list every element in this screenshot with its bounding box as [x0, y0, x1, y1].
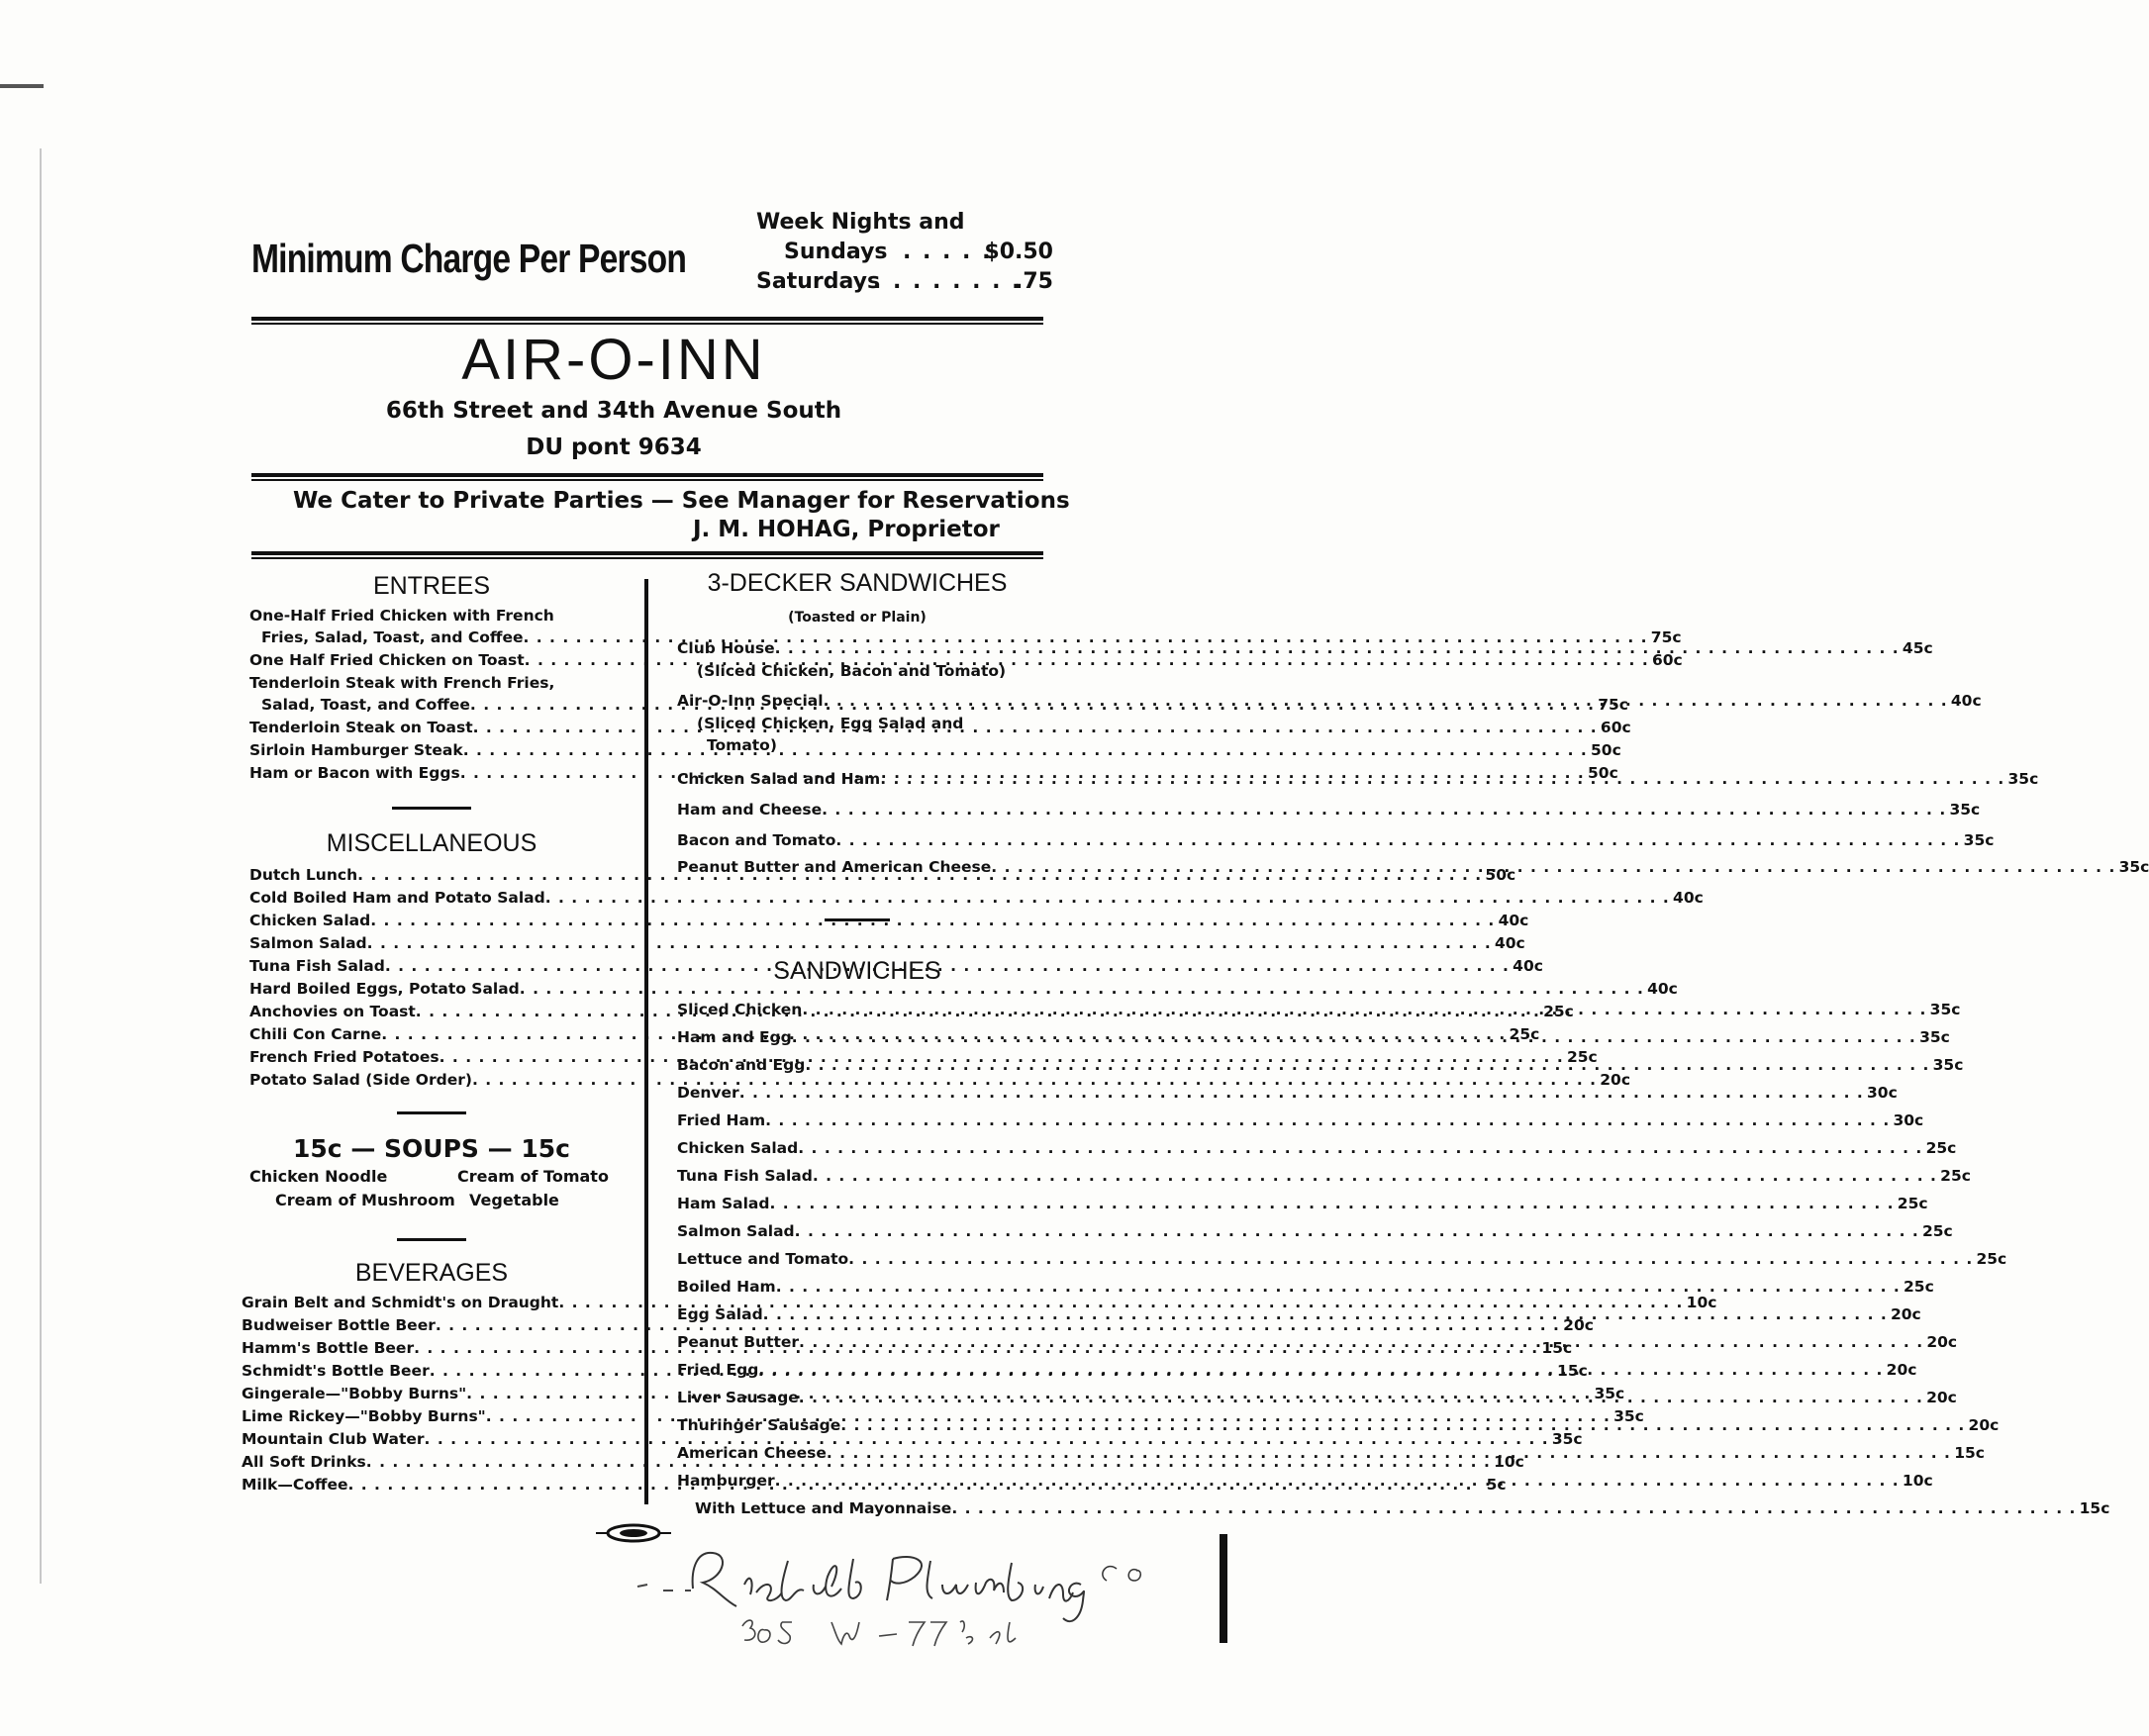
- item-price: 5c: [1486, 1476, 1507, 1494]
- minimum-charge-prices: [756, 208, 1053, 297]
- item-name: Hamburger: [677, 1472, 775, 1490]
- item-price: 25c: [1940, 1167, 1971, 1185]
- item-price: 10c: [1902, 1472, 1933, 1490]
- item-price: 50c: [1591, 741, 1621, 759]
- sandwiches-heading: SANDWICHES: [773, 957, 941, 985]
- leader-dots: [775, 1467, 1900, 1495]
- week-nights-label: Week Nights and: [756, 210, 965, 235]
- leader-dots: [805, 1051, 1929, 1079]
- item-name: French Fried Potatoes: [249, 1048, 440, 1066]
- menu-item: [249, 887, 1704, 910]
- item-price: 20c: [1890, 1305, 1921, 1323]
- menu-item: [249, 932, 1525, 955]
- menu-item: [677, 1190, 1928, 1217]
- item-name: Egg Salad: [677, 1305, 763, 1323]
- menu-item: [249, 978, 1678, 1001]
- item-price: 40c: [1647, 980, 1678, 998]
- leader-dots: [822, 795, 1946, 825]
- item-name: Tuna Fish Salad: [677, 1167, 813, 1185]
- leader-dots: [824, 690, 1948, 713]
- item-price: 35c: [1932, 1056, 1964, 1074]
- item-name: American Cheese: [677, 1444, 827, 1462]
- item-name: Schmidt's Bottle Beer: [242, 1362, 430, 1380]
- item-name: Hamm's Bottle Beer: [242, 1339, 415, 1357]
- leader-dots: [802, 996, 1926, 1023]
- item-price: 35c: [1919, 1028, 1950, 1046]
- item-name: Peanut Butter: [677, 1333, 800, 1351]
- item-name: Boiled Ham: [677, 1278, 776, 1296]
- leader-dots: . . . . .: [903, 240, 993, 264]
- leader-dots: . . . . . . . .: [873, 269, 1023, 294]
- divider-rule: [251, 479, 1043, 481]
- item-price: 25c: [1897, 1195, 1928, 1212]
- item-name: Ham and Cheese: [677, 801, 823, 819]
- leader-dots: [799, 1384, 1923, 1411]
- item-price: 35c: [1963, 831, 1995, 849]
- soup-price-left: 15c: [293, 1134, 342, 1163]
- soups-title: SOUPS: [384, 1134, 479, 1163]
- leader-dots: [798, 1134, 1922, 1162]
- item-name: Ham and Egg: [677, 1028, 792, 1046]
- item-name: Tenderloin Steak on Toast: [249, 719, 473, 736]
- item-name: Ham or Bacon with Eggs: [249, 764, 460, 782]
- item-name: Potato Salad (Side Order): [249, 1071, 472, 1089]
- item-price: 40c: [1513, 957, 1543, 975]
- saturdays-price: .75: [1015, 269, 1053, 294]
- item-price: 25c: [1925, 1139, 1957, 1157]
- item-name: Tuna Fish Salad: [249, 957, 385, 975]
- soup-price-right: 15c: [521, 1134, 570, 1163]
- item-name: Lettuce and Tomato: [677, 1250, 849, 1268]
- item-price: 35c: [2118, 858, 2149, 876]
- menu-item: [677, 1162, 1971, 1190]
- item-price: 45c: [1902, 639, 1933, 657]
- item-price: 25c: [1566, 1048, 1598, 1066]
- divider-rule: [251, 473, 1043, 477]
- leader-dots: [739, 1079, 1864, 1107]
- item-name: Fried Ham: [677, 1111, 766, 1129]
- item-price: 35c: [1594, 1385, 1625, 1402]
- item-price: 75c: [1598, 696, 1628, 714]
- menu-item-line: Tenderloin Steak with French Fries,: [249, 674, 555, 692]
- item-name: Chicken Salad: [677, 1139, 799, 1157]
- decker-heading: 3-DECKER SANDWICHES: [707, 569, 1008, 597]
- item-name: Milk—Coffee: [242, 1476, 348, 1494]
- item-price: 30c: [1893, 1111, 1924, 1129]
- item-price: 75c: [1650, 628, 1682, 646]
- soups-heading: 15c — SOUPS — 15c: [293, 1134, 570, 1163]
- item-name: Chicken Salad: [249, 912, 371, 929]
- saturdays-label: Saturdays: [756, 269, 881, 294]
- item-price: 60c: [1600, 719, 1631, 736]
- section-separator: [392, 807, 471, 810]
- leader-dots: [813, 1162, 1937, 1190]
- item-name: Ham Salad: [677, 1195, 770, 1212]
- item-price: 40c: [1673, 889, 1704, 907]
- item-name: Sirloin Hamburger Steak: [249, 741, 463, 759]
- item-price: 35c: [1929, 1001, 1961, 1018]
- item-price: 30c: [1867, 1084, 1898, 1102]
- item-price: 35c: [1949, 801, 1981, 819]
- sundays-row: [756, 238, 1053, 267]
- menu-item: [677, 1273, 1934, 1301]
- item-price: 15c: [1557, 1362, 1588, 1380]
- item-name: With Lettuce and Mayonnaise: [695, 1499, 952, 1517]
- leader-dots: [827, 1439, 1951, 1467]
- sundays-price: $0.50: [984, 240, 1053, 264]
- leader-dots: [776, 1273, 1901, 1301]
- item-price: 20c: [1600, 1071, 1631, 1089]
- private-parties-notice: We Cater to Private Parties — See Manager for Reservations: [293, 488, 1070, 514]
- item-name: Bacon and Tomato: [677, 831, 836, 849]
- sundays-label: Sundays: [784, 240, 888, 264]
- item-name: Thuringer Sausage: [677, 1416, 841, 1434]
- item-price: 25c: [1904, 1278, 1934, 1296]
- item-price: 10c: [1686, 1294, 1717, 1311]
- item-price: 25c: [1543, 1003, 1574, 1020]
- item-price: 10c: [1494, 1453, 1524, 1471]
- item-price: 20c: [1886, 1361, 1917, 1379]
- soup-item: Vegetable: [469, 1191, 559, 1209]
- item-note: (Sliced Chicken, Bacon and Tomato): [697, 662, 1007, 680]
- item-name: One Half Fried Chicken on Toast: [249, 651, 525, 669]
- item-price: 25c: [1921, 1222, 1953, 1240]
- entrees-heading: ENTREES: [372, 572, 491, 600]
- item-name: Sliced Chicken: [677, 1001, 803, 1018]
- menu-item: [677, 1107, 1924, 1134]
- item-note: Tomato): [707, 736, 777, 754]
- item-price: 20c: [1926, 1333, 1958, 1351]
- divider-rule: [251, 323, 1043, 325]
- menu-item: [677, 1245, 2007, 1273]
- leader-dots: [835, 825, 1960, 856]
- soup-item: Cream of Tomato: [457, 1167, 609, 1186]
- item-price: 25c: [1509, 1025, 1540, 1043]
- menu-item: [677, 1134, 1957, 1162]
- item-note: (Sliced Chicken, Egg Salad and: [697, 715, 964, 732]
- item-name: Bacon and Egg: [677, 1056, 806, 1074]
- item-price: 50c: [1485, 866, 1516, 884]
- item-name: Hard Boiled Eggs, Potato Salad: [249, 980, 520, 998]
- menu-item: [242, 1428, 1583, 1451]
- restaurant-phone: DU pont 9634: [526, 434, 702, 460]
- item-name: Peanut Butter and American Cheese: [677, 858, 992, 876]
- item-name: Anchovies on Toast: [249, 1003, 416, 1020]
- week-nights-row: [756, 208, 1053, 238]
- soups-list: [249, 1167, 614, 1216]
- menu-item: [249, 910, 1529, 932]
- item-name: Fried Egg: [677, 1361, 759, 1379]
- item-price: 20c: [1968, 1416, 2000, 1434]
- item-price: 15c: [2079, 1499, 2110, 1517]
- leader-dots: [792, 1023, 1916, 1051]
- proprietor-name: J. M. HOHAG, Proprietor: [693, 517, 1000, 542]
- leader-dots: [880, 764, 2004, 795]
- item-name: Chili Con Carne: [249, 1025, 382, 1043]
- soup-item: Cream of Mushroom: [275, 1191, 455, 1209]
- scan-edge-mark: [1220, 1534, 1227, 1643]
- item-name: Mountain Club Water: [242, 1430, 425, 1448]
- item-price: 40c: [1494, 934, 1525, 952]
- section-separator: [825, 918, 890, 921]
- restaurant-address: 66th Street and 34th Avenue South: [385, 398, 842, 424]
- miscellaneous-heading: MISCELLANEOUS: [326, 829, 537, 857]
- item-price: 15c: [1541, 1339, 1573, 1357]
- item-price: 60c: [1651, 651, 1683, 669]
- scan-edge-mark: [0, 84, 44, 88]
- menu-item-line: One-Half Fried Chicken with French: [249, 607, 554, 625]
- leader-dots: [769, 1190, 1894, 1217]
- item-price: 40c: [1498, 912, 1529, 929]
- handwritten-note: [634, 1539, 1168, 1648]
- menu-item: [677, 1495, 2110, 1522]
- leader-dots: [795, 1217, 1919, 1245]
- item-price: 40c: [1950, 692, 1982, 710]
- sandwiches-list: [677, 996, 2110, 1522]
- item-name: Salmon Salad: [677, 1222, 795, 1240]
- item-name: Denver: [677, 1084, 739, 1102]
- item-price: 15c: [1954, 1444, 1985, 1462]
- item-name: Fries, Salad, Toast, and Coffee: [261, 628, 524, 646]
- item-name: Liver Sausage: [677, 1389, 799, 1406]
- item-name: Chicken Salad and Ham: [677, 770, 881, 788]
- menu-item: [677, 825, 1995, 856]
- minimum-charge-heading: Minimum Charge Per Person: [251, 236, 687, 281]
- item-price: 25c: [1976, 1250, 2007, 1268]
- menu-item: [677, 1217, 1953, 1245]
- restaurant-name: AIR-O-INN: [461, 328, 766, 392]
- divider-rule: [251, 557, 1043, 559]
- divider-rule: [251, 551, 1043, 555]
- leader-dots: [758, 1356, 1883, 1384]
- leader-dots: [765, 1107, 1890, 1134]
- leader-dots: [848, 1245, 1973, 1273]
- leader-dots: [799, 1328, 1923, 1356]
- item-name: All Soft Drinks: [242, 1453, 366, 1471]
- beverages-heading: BEVERAGES: [354, 1259, 509, 1287]
- menu-item: [249, 1069, 1631, 1092]
- item-name: Gingerale—"Bobby Burns": [242, 1385, 467, 1402]
- section-separator: [397, 1238, 466, 1241]
- item-name: Grain Belt and Schmidt's on Draught: [242, 1294, 559, 1311]
- item-name: Cold Boiled Ham and Potato Salad: [249, 889, 545, 907]
- section-separator: [397, 1111, 466, 1114]
- item-name: Air-O-Inn Special: [677, 692, 824, 710]
- decker-subtitle: (Toasted or Plain): [788, 610, 927, 626]
- item-name: Lime Rickey—"Bobby Burns": [242, 1407, 486, 1425]
- item-price: 35c: [2007, 770, 2039, 788]
- item-price: 50c: [1588, 764, 1618, 782]
- item-price: 35c: [1613, 1407, 1644, 1425]
- leader-dots: [775, 637, 1900, 660]
- leader-dots: [763, 1301, 1888, 1328]
- item-name: Salmon Salad: [249, 934, 367, 952]
- saturdays-row: [756, 267, 1053, 297]
- item-price: 20c: [1563, 1316, 1594, 1334]
- divider-rule: [251, 317, 1043, 321]
- item-name: Salad, Toast, and Coffee: [261, 696, 470, 714]
- item-name: Budweiser Bottle Beer: [242, 1316, 436, 1334]
- leader-dots: [840, 1411, 1965, 1439]
- leader-dots: [991, 856, 2115, 879]
- menu-item: [677, 795, 1981, 825]
- item-name: Club House: [677, 639, 775, 657]
- item-price: 35c: [1551, 1430, 1583, 1448]
- item-name: Dutch Lunch: [249, 866, 358, 884]
- leader-dots: [951, 1495, 2076, 1522]
- item-price: 20c: [1926, 1389, 1957, 1406]
- soup-item: Chicken Noodle: [249, 1167, 388, 1186]
